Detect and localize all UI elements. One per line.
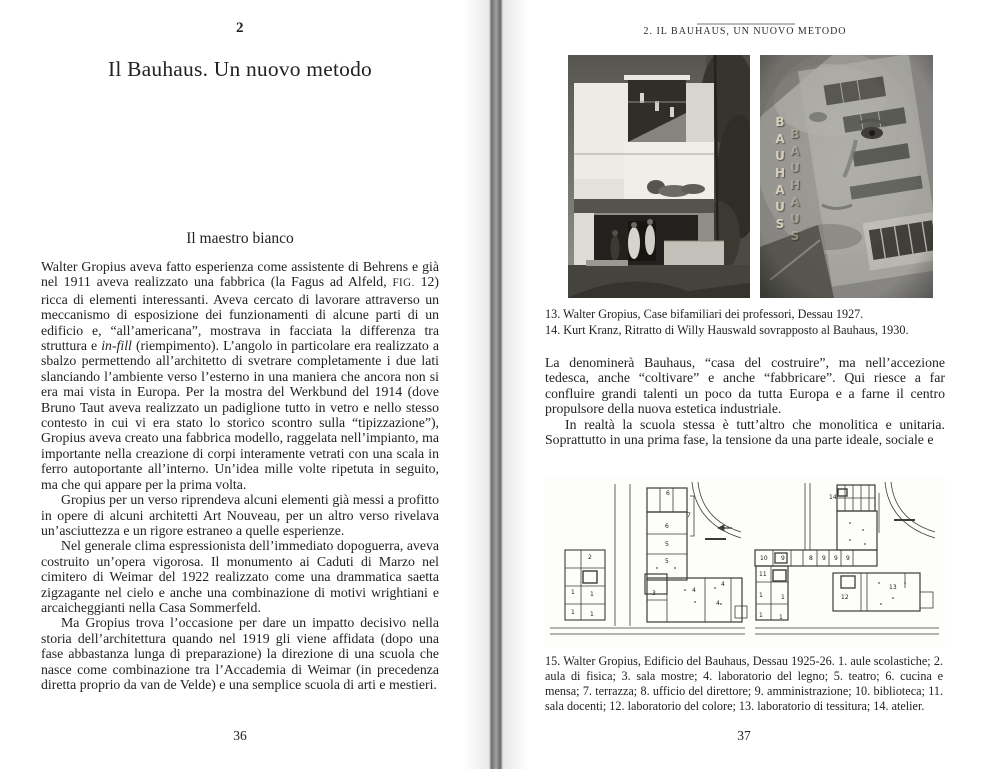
page-number-right: 37 <box>737 728 751 743</box>
svg-text:1: 1 <box>759 592 763 599</box>
floor-plan-room-numbers <box>571 490 897 621</box>
photo-fig14-double-exposure <box>760 55 933 298</box>
svg-text:1: 1 <box>590 591 594 598</box>
svg-text:9: 9 <box>834 555 838 562</box>
gutter-shadow-left <box>464 0 490 769</box>
svg-text:10: 10 <box>760 555 768 562</box>
svg-text:1: 1 <box>590 611 594 618</box>
svg-text:9: 9 <box>822 555 826 562</box>
svg-text:1: 1 <box>571 589 575 596</box>
paragraph: Gropius per un verso riprendeva alcuni elementi già messi a profitto in opere di alcuni architetti Art Nouveau, per un altro verso rivelava un’asciuttezza e un rigore estraneo a quelle esperienze. <box>41 492 439 538</box>
bauhaus-vertical-lettering-ghost: BAUHAUS <box>788 127 802 246</box>
paragraph: Ma Gropius trova l’occasione per dare un impatto decisivo nella storia dell’architettura quando nel 1919 gli viene affidata (dopo una fase abbastanza lunga di preparazione) la direzione di una scuola che nasce come combinazione tra l’Accademia di Weimar (in precedenza diretta proprio da van de Velde) e una semplice scuola di arti e mestieri. <box>41 615 439 692</box>
svg-text:5: 5 <box>665 541 669 548</box>
running-header: 2. IL BAUHAUS, UN NUOVO METODO <box>643 26 847 37</box>
section-heading: Il maestro bianco <box>186 230 294 247</box>
svg-text:4: 4 <box>692 587 696 594</box>
svg-text:4: 4 <box>721 581 725 588</box>
paragraph: Walter Gropius aveva fatto esperienza come assistente di Behrens e già nel 1911 aveva realizzato una fabbrica (la Fagus ad Alfeld, FIG. 12) ricca di elementi interessanti. Aveva cercato di lavorare attraverso un meccanismo di esposizione dei funzionamenti di alcune parti di un edificio e, “all’americana”, mostrava in facciata la differenza tra struttura e in-fill (riempimento). L’angolo in particolare era realizzato a sbalzo permettendo all’architetto di svetrare completamente i due lati slanciando l’ambiente verso l’esterno in una maniera che ancora non si era mai vista in Europa. Per la mostra del Werkbund del 1914 (dove Bruno Taut aveva realizzato un padiglione tutto in vetro e nello stesso contesto in cui vi era stato lo storico scontro sulla “tipizzazione”), Gropius aveva creato una fabbrica modello, raggelata nell’impianto, ma importante nella creazione di corpi interamente vetrati con una scala in ferro autoportante all’interno. Un’idea mille volte ripetuta in seguito, ma che qui appare per la prima volta. <box>41 259 440 492</box>
svg-text:8: 8 <box>809 555 813 562</box>
svg-text:1: 1 <box>779 614 783 621</box>
svg-text:5: 5 <box>665 558 669 565</box>
chapter-title: Il Bauhaus. Un nuovo metodo <box>108 57 372 81</box>
page-number-left: 36 <box>233 728 247 743</box>
svg-text:11: 11 <box>759 571 767 578</box>
svg-text:4: 4 <box>716 600 720 607</box>
photo-fig13-illustration <box>568 55 750 298</box>
body-text-left <box>41 259 439 692</box>
svg-text:13: 13 <box>889 584 897 591</box>
captions-13-14 <box>545 306 945 338</box>
svg-text:6: 6 <box>666 490 670 497</box>
paragraph: In realtà la scuola stessa è tutt’altro che monolitica e unitaria. Soprattutto in una prima fase, la tensione da una parte ideale, sociale e <box>545 416 945 448</box>
bauhaus-vertical-lettering: BAUHAUS <box>773 115 787 234</box>
gutter-shadow-right <box>503 0 529 769</box>
svg-text:1: 1 <box>781 594 785 601</box>
svg-text:6: 6 <box>665 523 669 530</box>
floor-plan-drawing <box>545 478 945 648</box>
paragraph: La denominerà Bauhaus, “casa del costruire”, ma nell’accezione tedesca, anche “coltivare” e anche “fabbricare”. Qui riesce a far confluire grandi talenti un poco da tutta Europa e a farne il centro propulsore della nuova estetica industriale. <box>545 355 945 417</box>
running-header-rule <box>697 23 795 25</box>
book-spine <box>489 0 503 769</box>
svg-text:2: 2 <box>588 554 592 561</box>
floor-plan-fig15 <box>545 478 945 648</box>
photo-fig13-masters-houses <box>568 55 750 298</box>
svg-text:7: 7 <box>687 512 691 519</box>
svg-text:9: 9 <box>846 555 850 562</box>
svg-text:3: 3 <box>652 590 656 597</box>
page-right <box>503 0 995 769</box>
paragraph: Nel generale clima espressionista dell’immediato dopoguerra, aveva costruito un’opera vigorosa. Il monumento ai Caduti di Marzo nel cimitero di Weimar del 1922 realizzato come una drammatica saetta zigzagante nel cielo e anche una combinazione di motivi wrightiani e arcaicheggianti nella Casa Sommerfeld. <box>41 538 439 615</box>
svg-text:12: 12 <box>841 594 849 601</box>
chapter-number: 2 <box>236 20 244 36</box>
svg-text:9: 9 <box>781 555 785 562</box>
caption-fig13: 13. Walter Gropius, Case bifamiliari dei professori, Dessau 1927. <box>545 307 864 321</box>
body-text-right <box>545 355 945 447</box>
caption-fig14: 14. Kurt Kranz, Ritratto di Willy Hauswald sovrapposto al Bauhaus, 1930. <box>545 323 909 338</box>
svg-text:14: 14 <box>829 494 837 501</box>
page-left <box>0 0 490 769</box>
caption-fig15: 15. Walter Gropius, Edificio del Bauhaus, Dessau 1925-26. 1. aule scolastiche; 2. aula di fisica; 3. sala mostre; 4. laboratorio del legno; 5. teatro; 6. cucina e mensa; 7. terrazza; 8. ufficio del direttore; 9. amministrazione; 10. biblioteca; 11. sala docenti; 12. laboratorio del colore; 13. laboratorio di tessitura; 14. atelier. <box>545 654 943 714</box>
svg-text:1: 1 <box>759 612 763 619</box>
svg-text:1: 1 <box>571 609 575 616</box>
